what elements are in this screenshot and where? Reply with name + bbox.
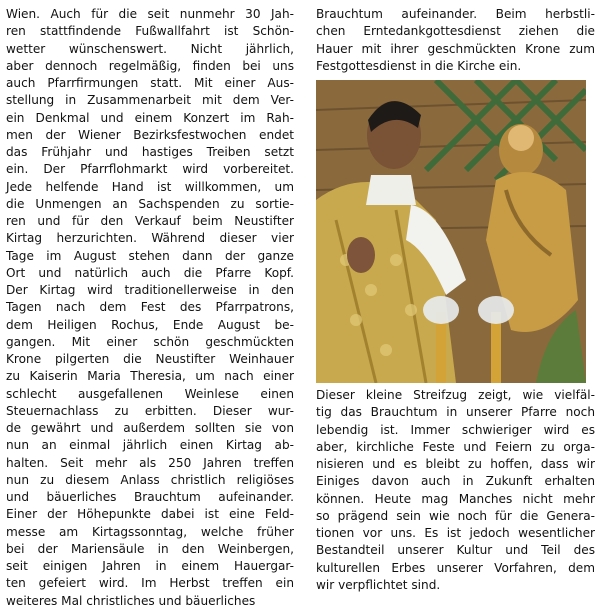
text-line: wir verpflichtet sind. — [316, 577, 441, 592]
text-line: gangen. Mit einer schön geschmückten — [6, 334, 294, 349]
right-column-bottom-text — [316, 387, 595, 594]
text-line: und bäuerliches Brauchtum aufeinander. — [6, 490, 294, 504]
text-line: chen Erntedankgottesdienst ziehen die — [316, 24, 595, 39]
text-line: tionen vor uns. Es ist jedoch wesentlicher — [316, 526, 595, 540]
text-line: Kirtag herzurichten. Während dieser vier — [6, 231, 294, 246]
text-line: nun zu diesem Anlass christlich religiöses — [6, 472, 294, 487]
text-line: aber dennoch regelmäßig, finden bei uns — [6, 58, 294, 73]
text-line: Dieser kleine Streifzug zeigt, wie vielfäl- — [316, 388, 595, 402]
text-line: weiteres Mal christliches und bäuerliches — [6, 593, 256, 608]
text-line: so prägend sein wie noch für die Genera- — [316, 508, 595, 523]
text-line: Festgottesdienst in die Kirche ein. — [316, 58, 522, 73]
text-line: die Unmengen an Sachspenden zu sortie- — [6, 196, 294, 211]
text-line: bei der Mariensäule in den Weinbergen, — [6, 541, 294, 556]
text-line: Brauchtum aufeinander. Beim herbstli- — [316, 7, 595, 21]
text-line: ein Denkmal und einem Konzert im Rah- — [6, 110, 294, 125]
right-column-top-text — [316, 6, 595, 75]
text-line: Einer der Höhepunkte dabei ist eine Feld- — [6, 507, 294, 522]
text-line: Tagen nach dem Fest des Pfarrpatrons, — [6, 300, 294, 315]
text-line: Einiges davon auch in Zukunft erhalten — [316, 474, 595, 489]
text-line: ren und für den Verkauf beim Neustifter — [6, 214, 294, 228]
text-line: können. Heute mag Manches nicht mehr — [316, 491, 595, 506]
priest-celebrating-mass-photo — [316, 80, 586, 383]
text-line: men der Wiener Bezirksfestwochen endet — [6, 127, 294, 142]
text-line: wetter wünschenswert. Nicht jährlich, — [6, 41, 294, 56]
text-line: Krone pilgerten die Neustifter Weinhauer — [6, 352, 294, 366]
left-column-text — [6, 6, 294, 610]
text-line: nun an einmal jährlich einen Kirtag ab- — [6, 438, 294, 453]
text-line: ren stattfindende Fußwallfahrt ist Schön- — [6, 24, 294, 39]
text-line: de gewährt und außerdem sollten sie von — [6, 421, 294, 435]
text-line: lebendig ist. Immer schwieriger wird es — [316, 422, 595, 437]
text-line: das Frühjahr und hastiges Treiben setzt — [6, 145, 294, 159]
text-line: auch Pfarrfirmungen statt. Mit einer Aus- — [6, 76, 294, 90]
text-line: Tage im August stehen dann der ganze — [6, 248, 294, 263]
text-line: seit einigen Jahren in einem Hauergar- — [6, 559, 294, 573]
text-line: zu Kaiserin Maria Theresia, um nach einer — [6, 369, 294, 384]
text-line: kulturellen Erbes unserer Vorfahren, dem — [316, 560, 595, 575]
text-line: schlecht ausgefallenen Weinlese einen — [6, 386, 294, 401]
text-line: Jede helfende Hand ist willkommen, um — [6, 179, 294, 194]
text-line: halten. Seit mehr als 250 Jahren treffen — [6, 455, 294, 470]
text-line: nisieren und es bleibt zu hoffen, dass wir — [316, 457, 595, 471]
text-line: aber, kirchliche Feste und Feiern zu orga- — [316, 439, 595, 454]
text-line: Bestandteil unserer Kultur und Teil des — [316, 543, 595, 558]
text-line: Steuernachlass zu erbitten. Dieser wur- — [6, 403, 294, 418]
text-line: Der Kirtag wird traditionellerweise in den — [6, 283, 294, 297]
text-line: Wien. Auch für die seit nunmehr 30 Jah- — [6, 7, 294, 21]
text-line: dem Heiligen Rochus, Ende August be- — [6, 317, 294, 332]
text-line: ein. Der Pfarrflohmarkt wird vorbereitet. — [6, 162, 294, 177]
text-line: ten gefeiert wird. Im Herbst treffen ein — [6, 576, 294, 591]
text-line: tig das Brauchtum in unserer Pfarre noch — [316, 405, 595, 420]
text-line: Hauer mit ihrer geschmückten Krone zum — [316, 41, 595, 56]
text-line: messe am Kirtagssonntag, welche früher — [6, 524, 294, 539]
text-line: Ort und natürlich auch die Pfarre Kopf. — [6, 265, 294, 280]
text-line: stellung in Zusammenarbeit mit dem Ver- — [6, 93, 294, 108]
